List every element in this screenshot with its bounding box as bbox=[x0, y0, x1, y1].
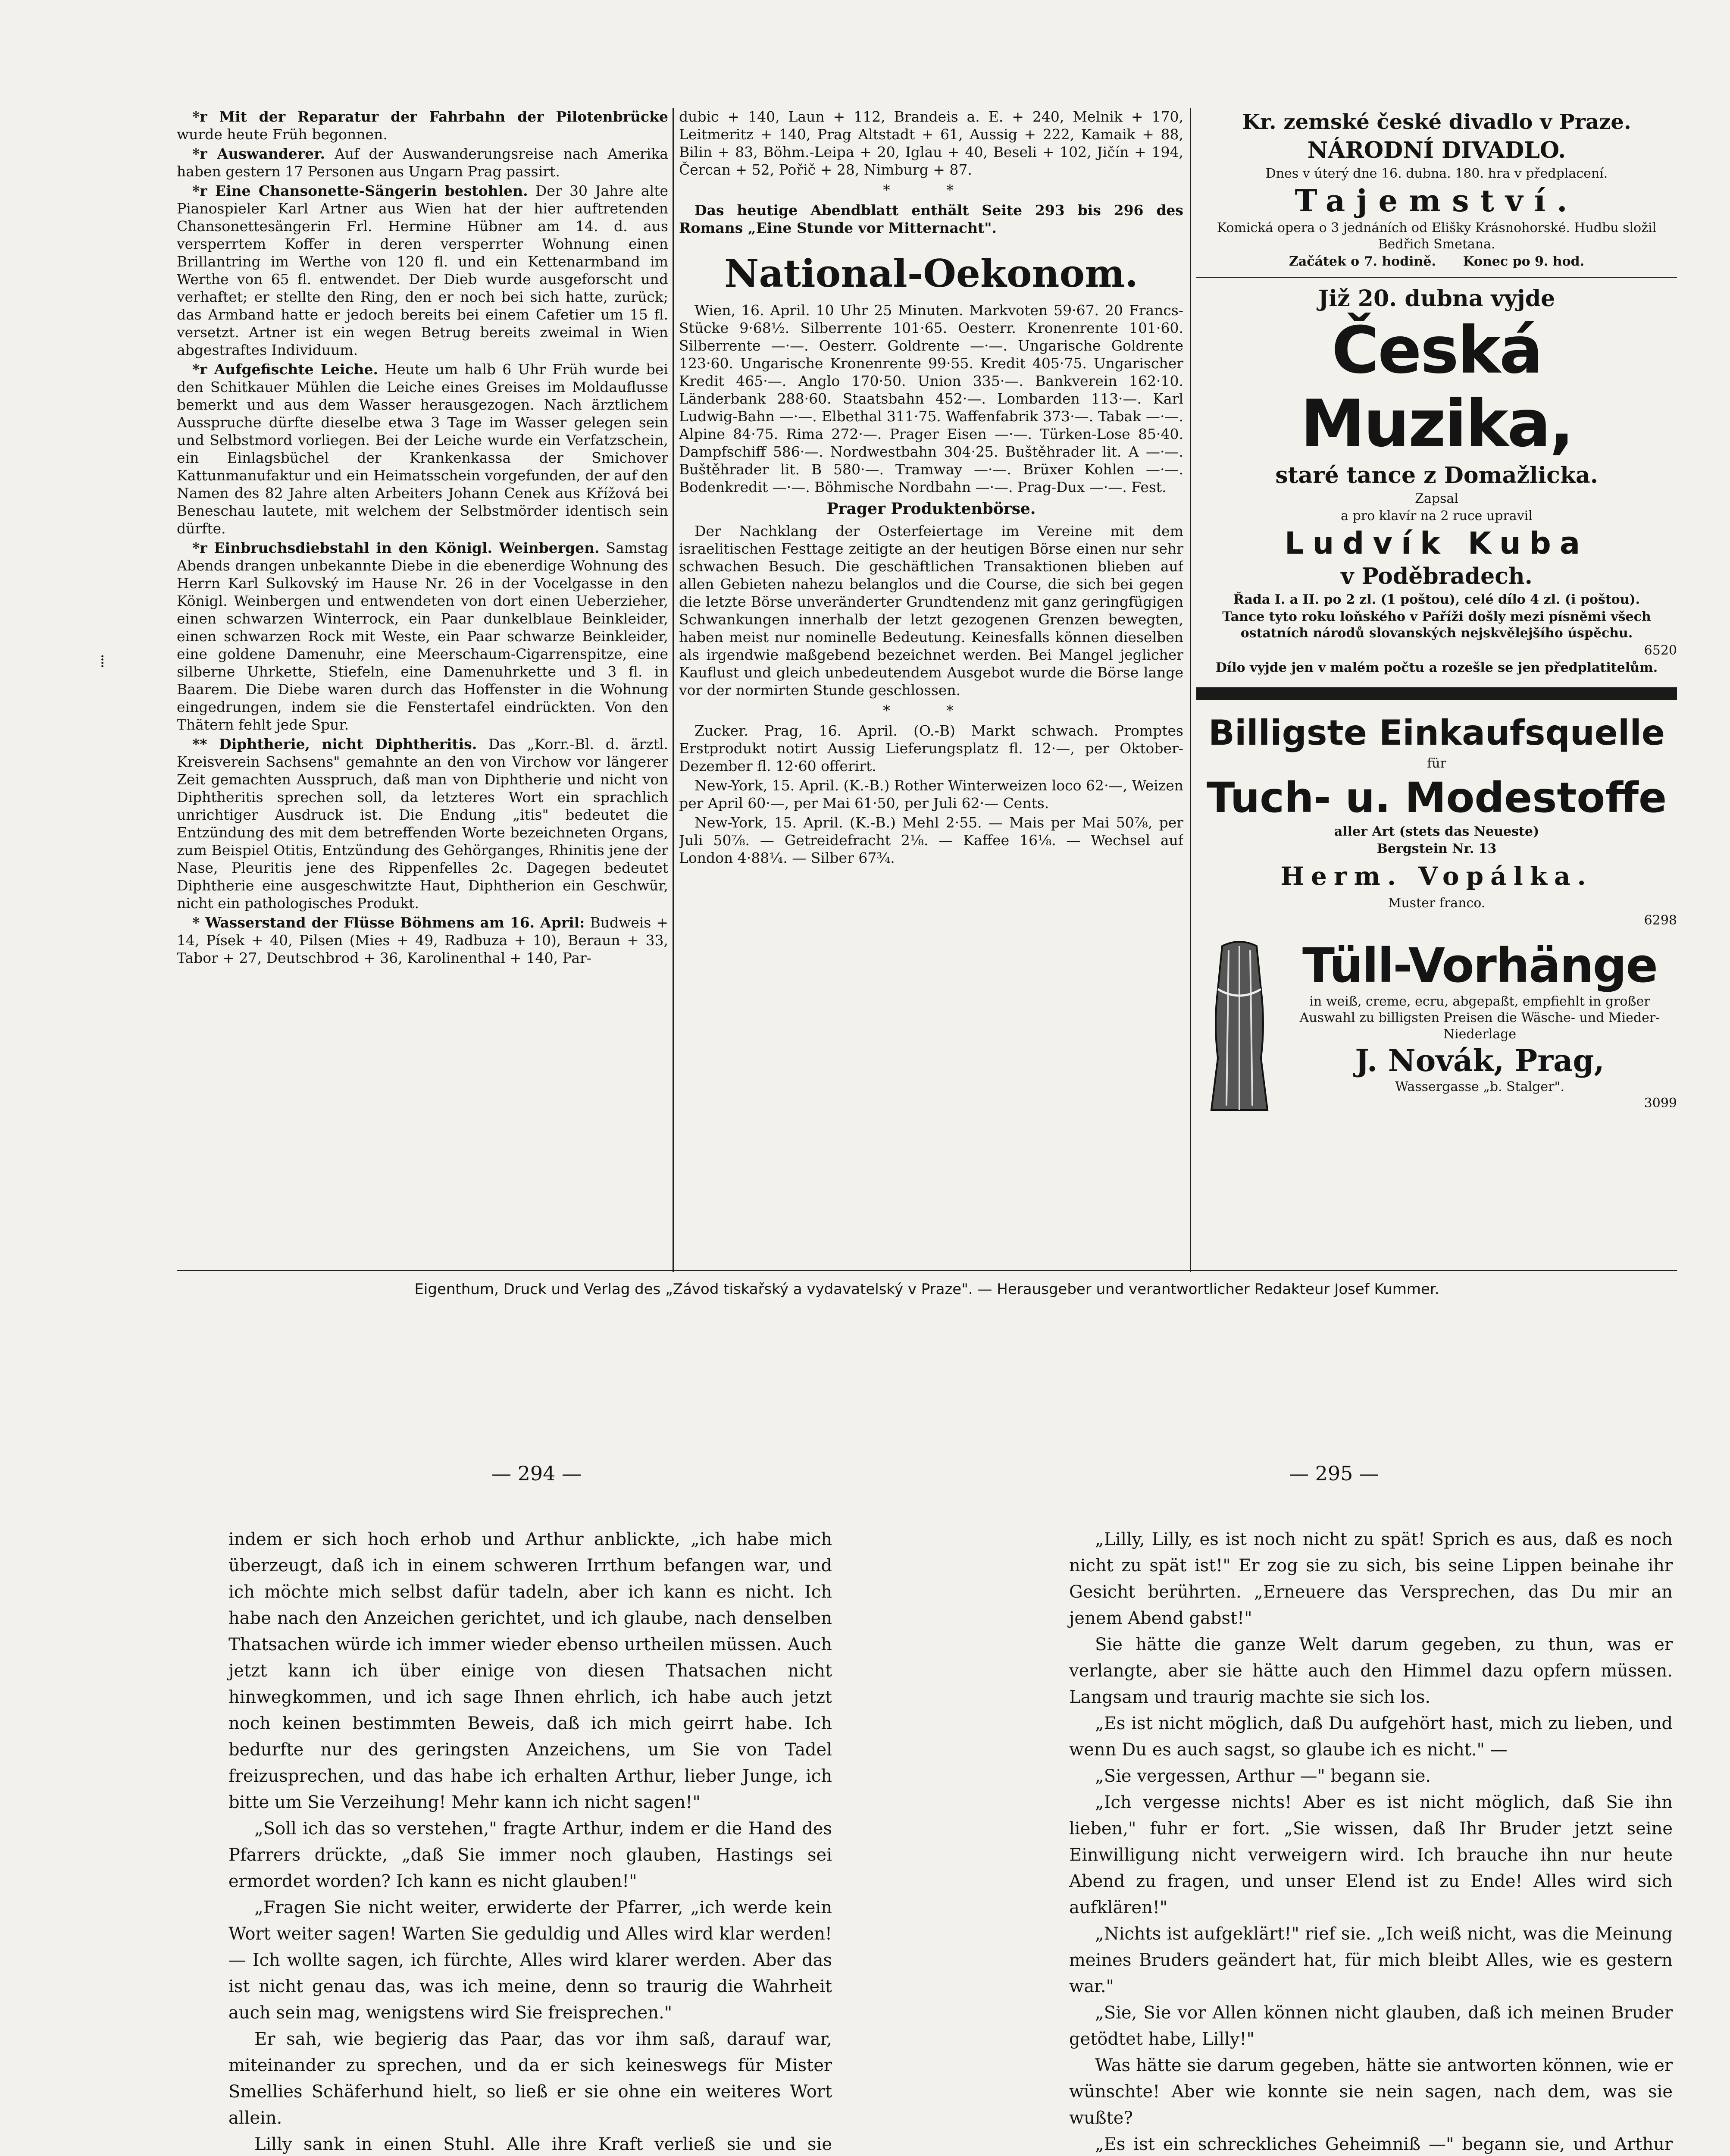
news-item: ** Diphtherie, nicht Diphtheritis. Das „Korr.-Bl. d. ärztl. Kreisverein Sachsens" gemahnte an den von Virchow vor längerer Zeit gemachten Ausspruch, daß man von Diphtherie und nicht von Diphtheritis sprechen soll, da letzteres Wort ein sprachlich unrichtiger Ausdruck ist. Die Endung „itis" bedeutet die Entzündung des mit dem betreffenden Worte bezeichneten Organs, zum Beispiel Otitis, Entzündung des Gehörganges, Rhinitis jene der Nase, Pleuritis jene des Rippenfelles 2c. Dagegen bedeutet Diphtherie eine ausgeschwitzte Haut, Diphtherion ein Geschwür, nicht ein pathologisches Produkt. bbox=[177, 736, 668, 912]
page-number-right: — 295 — bbox=[1289, 1462, 1380, 1485]
separator-stars: * * bbox=[883, 702, 979, 719]
novel-paragraph: indem er sich hoch erhob und Arthur anblickte, „ich habe mich überzeugt, daß ich in einem schweren Irrthum befangen war, und ich möchte mich selbst dafür tadeln, aber ich kann es nicht. Ich habe nach den Anzeichen gerichtet, und ich glaube, nach denselben Thatsachen würde ich immer wieder ebenso urtheilen müssen. Auch jetzt kann ich über einige von diesen Thatsachen nicht hinwegkommen, und ich sage Ihnen ehrlich, ich habe auch jetzt noch keinen bestimmten Beweis, daß ich mich geirrt habe. Ich bedurfte nur des geringsten Anzeichens, um Sie von Tadel freizusprechen, und das habe ich erhalten Arthur, lieber Junge, ich bitte um Sie Verzeihung! Mehr kann ich nicht sagen!" bbox=[228, 1529, 832, 1812]
opera-title: Tajemství. bbox=[1295, 183, 1579, 219]
merchant-name: J. Novák, Prag, bbox=[1355, 1043, 1605, 1078]
imprint-rule bbox=[177, 1270, 1677, 1271]
news-column-left bbox=[177, 108, 668, 1259]
news-item: *r Auswanderer. Auf der Auswanderungsreise nach Amerika haben gestern 17 Personen aus Ungarn Prag passirt. bbox=[177, 145, 668, 180]
news-item: *r Einbruchsdiebstahl in den Königl. Weinbergen. Samstag Abends drangen unbekannte Diebe in die ebenerdige Wohnung des Herrn Karl Sulkovský im Hause Nr. 26 in der Vocelgasse in den Königl. Weinbergen und entwendeten von dort einen Ueberzieher, einen schwarzen Winterrock, ein Paar dunkelblaue Beinkleider, einen schwarzen Rock mit Weste, ein Paar schwarze Beinkleider, eine goldene Damenuhr, eine Meerschaum-Cigarrenspitze, eine silberne Uhrkette, Stiefeln, eine Damenuhrkette und 3 fl. in Baarem. Die Diebe waren durch das Hoffenster in die Wohnung eingedrungen, indem sie die Fenstertafel eindrückten. Von den Thätern fehlt jede Spur. bbox=[177, 539, 668, 733]
news-column-middle bbox=[679, 108, 1183, 1259]
curtain-ad-text bbox=[1283, 937, 1677, 1112]
merchant-address: Wassergasse „b. Stalger". bbox=[1395, 1079, 1564, 1094]
novel-paragraph: „Soll ich das so verstehen," fragte Arthur, indem er die Hand des Pfarrers drückte, „daß Sie immer noch glauben, Hastings sei ermordet worden? Ich kann es nicht glauben!" bbox=[228, 1819, 832, 1891]
novel-page-right bbox=[1069, 1526, 1673, 2156]
opera-description: Komická opera o 3 jednáních od Elišky Krásnohorské. Hudbu složil Bedřich Smetana. bbox=[1217, 220, 1657, 252]
curtain-description: in weiß, creme, ecru, abgepaßt, empfiehlt in großer Auswahl zu billigsten Preisen die Wäsche- und Mieder-Niederlage bbox=[1299, 994, 1660, 1042]
shop-owner: Herm. Vopálka. bbox=[1280, 862, 1593, 891]
theatre-heading: Kr. zemské české divadlo v Praze. bbox=[1242, 110, 1631, 134]
novel-paragraph: „Es ist nicht möglich, daß Du aufgehört hast, mich zu lieben, und wenn Du es auch sagst, so glaube ich es nicht." — bbox=[1069, 1714, 1673, 1760]
shop-title: Tuch- u. Modestoffe bbox=[1206, 774, 1667, 822]
subsection-title: Prager Produktenbörse. bbox=[826, 500, 1036, 518]
market-report: Zucker. Prag, 16. April. (O.-B) Markt schwach. Promptes Erstprodukt notirt Aussig Lieferungsplatz fl. 12·—, per Oktober-Dezember fl. 12·60 offerirt. bbox=[679, 722, 1183, 774]
shop-address: Bergstein Nr. 13 bbox=[1376, 841, 1497, 856]
margin-mark: ⁞ bbox=[100, 652, 105, 671]
novel-paragraph: „Sie vergessen, Arthur —" begann sie. bbox=[1095, 1766, 1431, 1786]
novel-paragraph: „Lilly, Lilly, es ist noch nicht zu spät! Sprich es aus, daß es noch nicht zu spät ist!" Er zog sie zu sich, bis seine Lippen beinahe ihr Gesicht berührten. „Erneuere das Versprechen, das Du mir an jenem Abend gabst!" bbox=[1069, 1529, 1673, 1628]
novel-paragraph: „Ich vergesse nichts! Aber es ist nicht möglich, daß Sie ihn lieben," fuhr er fort. „Sie wissen, daß Ihr Bruder jetzt seine Einwilligung nicht verweigern wird. Ich brauche ihn nur heute Abend zu fragen, und unser Elend ist zu Ende! Alles wird sich aufklären!" bbox=[1069, 1792, 1673, 1918]
music-credit: Zapsal bbox=[1415, 491, 1458, 506]
music-price: Řada I. a II. po 2 zl. (1 poštou), celé dílo 4 zl. (i poštou). bbox=[1233, 592, 1640, 607]
novel-paragraph: Er sah, wie begierig das Paar, das vor ihm saß, darauf war, miteinander zu sprechen, und da er sich keineswegs für Mister Smellies Schäferhund hielt, so ließ er sie ohne ein weiteres Wort allein. bbox=[228, 2029, 832, 2128]
market-report: New-York, 15. April. (K.-B.) Mehl 2·55. — Mais per Mai 50⅞, per Juli 50⅞. — Getreidefracht 2⅛. — Kaffee 16⅛. — Wechsel auf London 4·88¼. — Silber 67¾. bbox=[679, 814, 1183, 866]
curtain-ad bbox=[1196, 937, 1677, 1119]
news-item: *r Mit der Reparatur der Fahrbahn der Pilotenbrücke wurde heute Früh begonnen. bbox=[177, 108, 668, 143]
theatre-date: Dnes v úterý dne 16. dubna. 180. hra v předplacení. bbox=[1265, 166, 1608, 181]
music-credit: a pro klavír na 2 ruce upravil bbox=[1341, 508, 1533, 523]
novel-note: Das heutige Abendblatt enthält Seite 293 bis 296 des Romans „Eine Stunde vor Mitternacht". bbox=[679, 202, 1183, 236]
novel-paragraph: Was hätte sie darum gegeben, hätte sie antworten können, wie er wünschte! Aber wie konnte sie nein sagen, nach dem, was sie wußte? bbox=[1069, 2056, 1673, 2128]
performance-times: Začátek o 7. hodině. Konec po 9. hod. bbox=[1289, 254, 1585, 269]
novel-paragraph: Lilly sank in einen Stuhl. Alle ihre Kraft verließ sie und sie bbox=[254, 2134, 832, 2154]
novel-paragraph: „Nichts ist aufgeklärt!" rief sie. „Ich weiß nicht, was die Meinung meines Bruders geändert hat, für mich bleibt Alles, wie es gestern war." bbox=[1069, 1924, 1673, 1996]
ad-reference: 6520 bbox=[1644, 643, 1677, 658]
ad-reference: 6298 bbox=[1644, 913, 1677, 928]
music-note: Dílo vyjde jen v malém počtu a rozešle se jen předplatitelům. bbox=[1215, 660, 1658, 675]
novel-page-left bbox=[228, 1526, 832, 2156]
novel-paragraph: „Fragen Sie nicht weiter, erwiderte der Pfarrer, „ich werde kein Wort weiter sagen! Warten Sie geduldig und Alles wird klar werden! — Ich wollte sagen, ich fürchte, Alles wird klarer werden. Aber das ist nicht genau das, was ich meine, denn so traurig die Wahrheit auch sein mag, wenigstens wird Sie freisprechen." bbox=[228, 1898, 832, 2023]
corset-illustration bbox=[1196, 937, 1283, 1119]
theatre-name: NÁRODNÍ DIVADLO. bbox=[1307, 137, 1566, 163]
curtain-title: Tüll-Vorhänge bbox=[1302, 938, 1658, 993]
imprint: Eigenthum, Druck und Verlag des „Závod tiskařský a vydavatelský v Praze". — Herausgeber und verantwortlicher Redakteur Josef Kummer. bbox=[414, 1281, 1439, 1298]
novel-paragraph: Sie hätte die ganze Welt darum gegeben, zu thun, was er verlangte, aber sie hätte auch den Himmel dazu opfern müssen. Langsam und traurig machte sie sich los. bbox=[1069, 1635, 1673, 1707]
market-report: New-York, 15. April. (K.-B.) Rother Winterweizen loco 62·—, Weizen per April 60·—, per Mai 61·50, per Juli 62·— Cents. bbox=[679, 777, 1183, 812]
novel-paragraph: „Es ist ein schreckliches Geheimniß —" begann sie, und Arthur bbox=[1095, 2134, 1673, 2154]
publication-date: Již 20. dubna vyjde bbox=[1318, 285, 1555, 312]
ads-column bbox=[1196, 108, 1677, 1259]
music-author: Ludvík Kuba bbox=[1284, 526, 1589, 561]
shop-samples: Muster franco. bbox=[1388, 896, 1486, 911]
ad-reference: 3099 bbox=[1644, 1096, 1677, 1111]
water-levels-continued: dubic + 140, Laun + 112, Brandeis a. E. + 240, Melnik + 170, Leitmeritz + 140, Prag Altstadt + 61, Aussig + 222, Kamaik + 88, Bilin + 83, Böhm.-Leipa + 20, Iglau + 40, Beseli + 102, Jičín + 194, Čercan + 52, Pořič + 28, Nimburg + 87. bbox=[679, 108, 1183, 178]
ad-divider bbox=[1196, 687, 1677, 700]
news-item: * Wasserstand der Flüsse Böhmens am 16. April: Budweis + 14, Písek + 40, Pilsen (Mies + 49, Radbuza + 10), Beraun + 33, Tabor + 27, Deutschbrod + 36, Karolinenthal + 140, Par- bbox=[177, 914, 668, 966]
section-title: National-Oekonom. bbox=[724, 251, 1138, 296]
music-description: Tance tyto roku loňského v Paříži došly mezi písněmi všech ostatních národů slovanských nejskvělejšího úspěchu. bbox=[1222, 609, 1651, 641]
separator-stars: * * bbox=[883, 182, 979, 198]
ad-divider bbox=[1196, 277, 1677, 278]
news-item: *r Eine Chansonette-Sängerin bestohlen. Der 30 Jahre alte Pianospieler Karl Artner aus Wien hat der hier auftretenden Chansonettesängerin Frl. Hermine Hübner am 14. d. aus versperrtem Koffer in deren versperrter Wohnung einen Brillantring im Werthe von 120 fl. und ein Kettenarmband im Werthe von 65 fl. entwendet. Der Dieb wurde ausgeforscht und verhaftet; er stellte den Ring, den er noch bei sich hatte, zurück; das Armband hatte er jedoch bereits bei einem Cafetier um 15 fl. versetzt. Artner ist ein wegen Betrug bereits zweimal in Wien abgestraftes Individuum. bbox=[177, 182, 668, 358]
vienna-exchange: Wien, 16. April. 10 Uhr 25 Minuten. Markvoten 59·67. 20 Francs-Stücke 9·68½. Silberrente 101·65. Oesterr. Kronenrente 101·60. Silberrente —·—. Oesterr. Goldrente —·—. Ungarische Goldrente 123·60. Ungarische Kronenrente 99·55. Kredit 405·75. Ungarischer Kredit 465·—. Anglo 170·50. Union 335·—. Bankverein 162·10. Länderbank 288·60. Staatsbahn 452·—. Lombarden 113·—. Karl Ludwig-Bahn —·—. Elbethal 311·75. Waffenfabrik 373·—. Tabak —·—. Alpine 84·75. Rima 272·—. Prager Eisen —·—. Türken-Lose 85·40. Dampfschiff 586·—. Nordwestbahn 304·25. Buštěhrader lit. A —·—. Buštěhrader lit. B 580·—. Tramway —·—. Brüxer Kohlen —·—. Bodenkredit —·—. Böhmische Nordbahn —·—. Prag-Dux —·—. Fest. bbox=[679, 302, 1183, 495]
prague-exchange-report: Der Nachklang der Osterfeiertage im Vereine mit dem israelitischen Festtage zeitigte an der heutigen Börse einen nur sehr schwachen Besuch. Die geschäftlichen Transaktionen blieben auf allen Gebieten nahezu belanglos und die Course, die sich bei gegen die letzte Börse unveränderter Grundtendenz mit ganz geringfügigen Schwankungen innerhalb der letzt gezogenen Grenzen bewegten, haben meist nur nominelle Bedeutung. Keinesfalls können dieselben als irgendwie maßgebend bezeichnet werden. Bei Mangel jeglicher Kauflust und gleich unbedeutendem Ausgebot wurde die Börse lange vor der normirten Stunde geschlossen. bbox=[679, 523, 1183, 699]
music-title: Česká Muzika, bbox=[1300, 313, 1573, 461]
page-number-left: — 294 — bbox=[491, 1462, 582, 1485]
novel-paragraph: „Sie, Sie vor Allen können nicht glauben, daß ich meinen Bruder getödtet habe, Lilly!" bbox=[1069, 2003, 1673, 2049]
music-subtitle: staré tance z Domažlicka. bbox=[1275, 462, 1598, 489]
column-divider bbox=[673, 108, 674, 1272]
shop-for: für bbox=[1427, 756, 1446, 771]
shop-subtitle: aller Art (stets das Neueste) bbox=[1334, 824, 1539, 839]
shop-heading: Billigste Einkaufsquelle bbox=[1208, 713, 1665, 753]
news-item: *r Aufgefischte Leiche. Heute um halb 6 Uhr Früh wurde bei den Schitkauer Mühlen die Leiche eines Greises im Moldauflusse bemerkt und aus dem Wasser herausgezogen. Nach ärztlichem Ausspruche dürfte dieselbe etwa 3 Tage im Wasser gelegen sein und Selbstmord vorliegen. Bei der Leiche wurde ein Verfatzschein, ein Einlagsbüchel der Krankenkassa der Smichover Kattunmanufaktur und ein Heimatsschein vorgefunden, der auf den Namen des 82 Jahre alten Arbeiters Johann Cenek aus Křížová bei Beneschau lautete, mit welchem der Selbstmörder identisch sein dürfte. bbox=[177, 361, 668, 537]
column-divider bbox=[1190, 108, 1191, 1272]
author-place: v Poděbradech. bbox=[1341, 563, 1533, 589]
